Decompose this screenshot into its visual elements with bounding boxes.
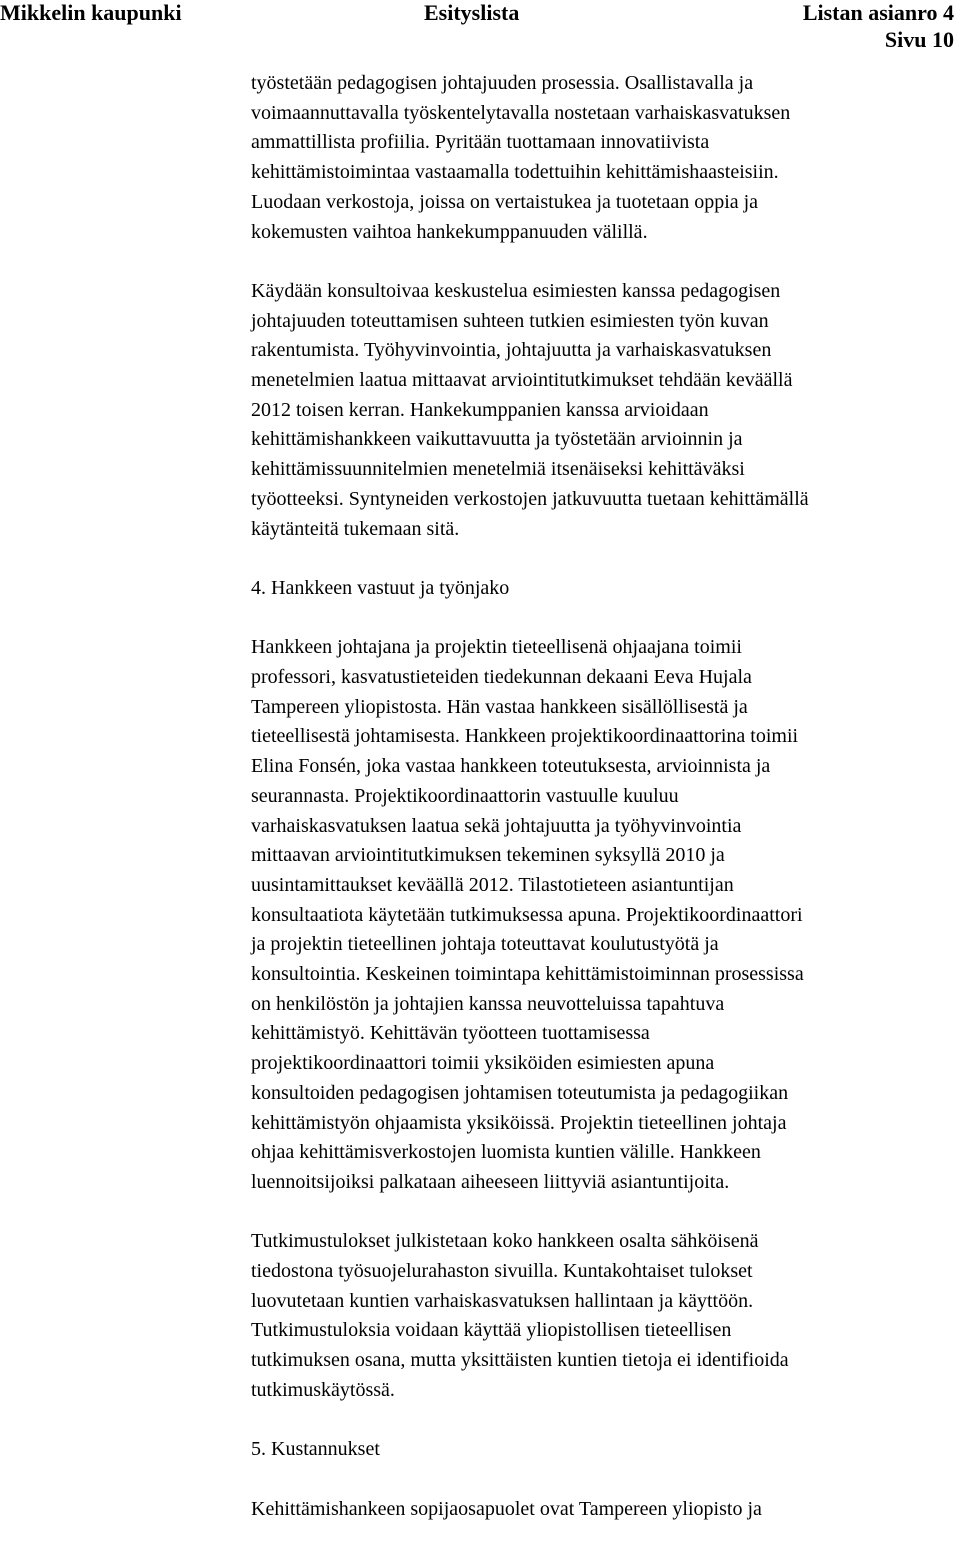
paragraph-5 bbox=[251, 1495, 951, 1525]
text-line: luennoitsijoiksi palkataan aiheeseen liittyviä asiantuntijoita. bbox=[251, 1170, 730, 1193]
text-line: konsultoiden pedagogisen johtamisen toteutumista ja pedagogiikan bbox=[251, 1081, 789, 1104]
header-city: Mikkelin kaupunki bbox=[0, 0, 182, 25]
text-line: projektikoordinaattori toimii yksiköiden esimiesten apuna bbox=[251, 1052, 715, 1075]
text-line: on henkilöstön ja johtajien kanssa neuvotteluissa tapahtuva bbox=[251, 992, 725, 1015]
text-line: Tampereen yliopistosta. Hän vastaa hankkeen sisällöllisestä ja bbox=[251, 695, 748, 718]
text-line: varhaiskasvatuksen laatua sekä johtajuutta ja työhyvinvointia bbox=[251, 814, 742, 837]
text-line: Tutkimustulokset julkistetaan koko hankkeen osalta sähköisenä bbox=[251, 1230, 759, 1253]
text-line: Luodaan verkostoja, joissa on vertaistukea ja tuotetaan oppia ja bbox=[251, 190, 759, 213]
paragraph-1 bbox=[251, 69, 951, 247]
text-line: kehittämistyön ohjaamista yksiköissä. Projektin tieteellinen johtaja bbox=[251, 1111, 787, 1134]
text-line: konsultointia. Keskeinen toimintapa kehittämistoiminnan prosessissa bbox=[251, 963, 804, 986]
text-line: kehittämissuunnitelmien menetelmiä itsenäiseksi kehittäväksi bbox=[251, 458, 745, 481]
text-line: professori, kasvatustieteiden tiedekunnan dekaani Eeva Hujala bbox=[251, 666, 752, 689]
text-line: Elina Fonsén, joka vastaa hankkeen toteutuksesta, arvioinnista ja bbox=[251, 755, 771, 778]
text-line: kokemusten vaihtoa hankekumppanuuden välillä. bbox=[251, 220, 648, 243]
header-doc-type: Esityslista bbox=[424, 0, 520, 25]
text-line: työstetään pedagogisen johtajuuden prosessia. Osallistavalla ja bbox=[251, 72, 754, 94]
text-line: ammattillista profiilia. Pyritään tuottamaan innovatiivista bbox=[251, 131, 710, 154]
header-item-number: Listan asianro 4 bbox=[802, 0, 954, 25]
text-line: Käydään konsultoivaa keskustelua esimiesten kanssa pedagogisen bbox=[251, 279, 781, 302]
text-line: konsultaatiota käytetään tutkimuksessa apuna. Projektikoordinaattori bbox=[251, 903, 803, 926]
text-line: työotteeksi. Syntyneiden verkostojen jatkuvuutta tuetaan kehittämällä bbox=[251, 487, 809, 510]
text-line: 2012 toisen kerran. Hankekumppanien kanssa arvioidaan bbox=[251, 398, 709, 421]
text-line: rakentumista. Työhyvinvointia, johtajuutta ja varhaiskasvatuksen bbox=[251, 339, 772, 362]
text-line: tiedostona työsuojelurahaston sivuilla. Kuntakohtaiset tulokset bbox=[251, 1260, 753, 1283]
text-line: tutkimuksen osana, mutta yksittäisten kuntien tietoja ei identifioida bbox=[251, 1349, 789, 1372]
text-line: mittaavan arviointitutkimuksen tekeminen syksyllä 2010 ja bbox=[251, 844, 725, 867]
text-line: luovutetaan kuntien varhaiskasvatuksen hallintaan ja käyttöön. bbox=[251, 1289, 754, 1312]
text-line: Tutkimustuloksia voidaan käyttää yliopistollisen tieteellisen bbox=[251, 1319, 732, 1342]
text-line: menetelmien laatua mittaavat arviointitutkimukset tehdään keväällä bbox=[251, 369, 793, 392]
text-line: johtajuuden toteuttamisen suhteen tutkien esimiesten työn kuvan bbox=[251, 309, 769, 332]
text-line: kehittämistyö. Kehittävän työotteen tuottamisessa bbox=[251, 1022, 650, 1045]
paragraph-4 bbox=[251, 1227, 951, 1405]
paragraph-2 bbox=[251, 277, 951, 544]
text-line: Hankkeen johtajana ja projektin tieteellisenä ohjaajana toimii bbox=[251, 636, 742, 659]
text-line: uusintamittaukset keväällä 2012. Tilastotieteen asiantuntijan bbox=[251, 873, 734, 896]
document-body bbox=[251, 69, 951, 1524]
text-line: kehittämishankkeen vaikuttavuutta ja työstetään arvioinnin ja bbox=[251, 428, 743, 451]
text-line: Kehittämishankeen sopijaosapuolet ovat Tampereen yliopisto ja bbox=[251, 1497, 762, 1520]
text-line: ja projektin tieteellinen johtaja toteuttavat koulutustyötä ja bbox=[251, 933, 719, 956]
section-heading-4: 4. Hankkeen vastuut ja työnjako bbox=[251, 576, 510, 599]
text-line: ohjaa kehittämisverkostojen luomista kuntien välille. Hankkeen bbox=[251, 1141, 761, 1164]
text-line: käytänteitä tukemaan sitä. bbox=[251, 517, 460, 540]
paragraph-3 bbox=[251, 633, 951, 1197]
header-page-number: Sivu 10 bbox=[884, 27, 954, 52]
text-line: kehittämistoimintaa vastaamalla todettuihin kehittämishaasteisiin. bbox=[251, 161, 779, 184]
section-heading-5: 5. Kustannukset bbox=[251, 1438, 380, 1461]
text-line: tieteellisestä johtamisesta. Hankkeen projektikoordinaattorina toimii bbox=[251, 725, 799, 748]
text-line: voimaannuttavalla työskentelytavalla nostetaan varhaiskasvatuksen bbox=[251, 101, 791, 124]
text-line: tutkimuskäytössä. bbox=[251, 1378, 395, 1401]
text-line: seurannasta. Projektikoordinaattorin vastuulle kuuluu bbox=[251, 784, 679, 807]
